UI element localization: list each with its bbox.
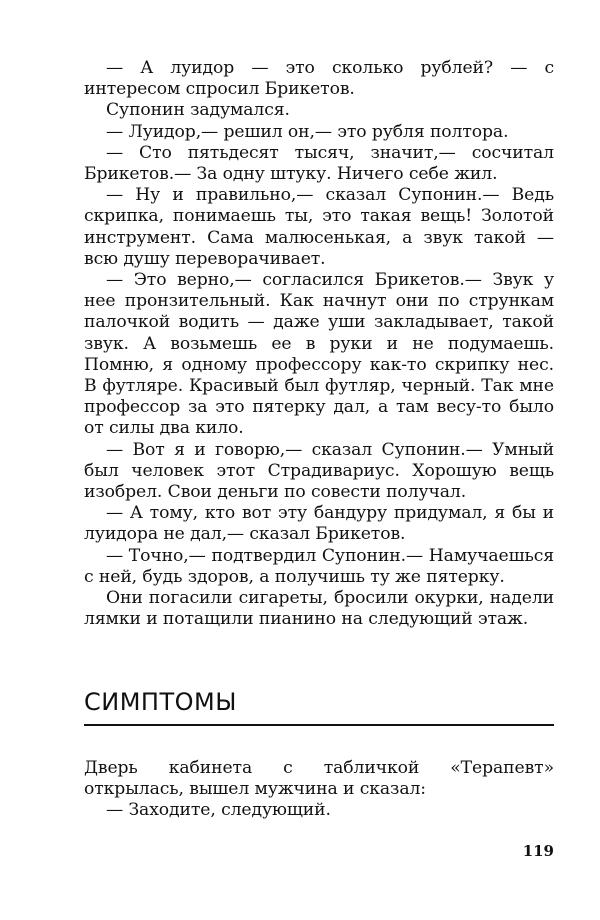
paragraph: — Это верно,— согласился Брикетов.— Звук у нее пронзительный. Как начнут они по стрункам палочкой водить — даже уши закладывает, такой звук. А возьмешь ее в руки и не подумаешь. Помню, я одному профессору как-то скрипку нес. В футляре. Красивый был футляр, черный. Так мне профессор за это пятерку дал, а там весу-то было от силы два кило.	[84, 270, 554, 439]
paragraph: — Точно,— подтвердил Супонин.— Намучаешься с ней, будь здоров, а получишь ту же пятерку.	[84, 545, 554, 587]
paragraph: — Вот я и говорю,— сказал Супонин.— Умный был человек этот Страдивариус. Хорошую вещь изобрел. Свои деньги по совести получал.	[84, 439, 554, 503]
title-divider	[84, 724, 554, 726]
paragraph: Супонин задумался.	[106, 100, 290, 121]
paragraph: — А луидор — это сколько рублей? — с интересом спросил Брикетов.	[84, 58, 554, 100]
paragraph: Дверь кабинета с табличкой «Терапевт» открылась, вышел мужчина и сказал:	[84, 758, 554, 800]
page-number: 119	[522, 842, 554, 860]
paragraph: — Заходите, следующий.	[106, 800, 331, 821]
paragraph: Они погасили сигареты, бросили окурки, надели лямки и потащили пианино на следующий этаж.	[84, 588, 554, 630]
story-text	[84, 58, 554, 630]
paragraph: — А тому, кто вот эту бандуру придумал, я бы и луидора не дал,— сказал Брикетов.	[84, 503, 554, 545]
paragraph: — Ну и правильно,— сказал Супонин.— Ведь скрипка, понимаешь ты, это такая вещь! Золотой инструмент. Сама малюсенькая, а звук такой — всю душу переворачивает.	[84, 185, 554, 269]
chapter-text	[84, 758, 554, 822]
paragraph: — Луидор,— решил он,— это рубля полтора.	[106, 121, 509, 142]
chapter-title: СИМПТОМЫ	[84, 688, 237, 716]
paragraph: — Сто пятьдесят тысяч, значит,— сосчитал Брикетов.— За одну штуку. Ничего себе жил.	[84, 142, 554, 185]
